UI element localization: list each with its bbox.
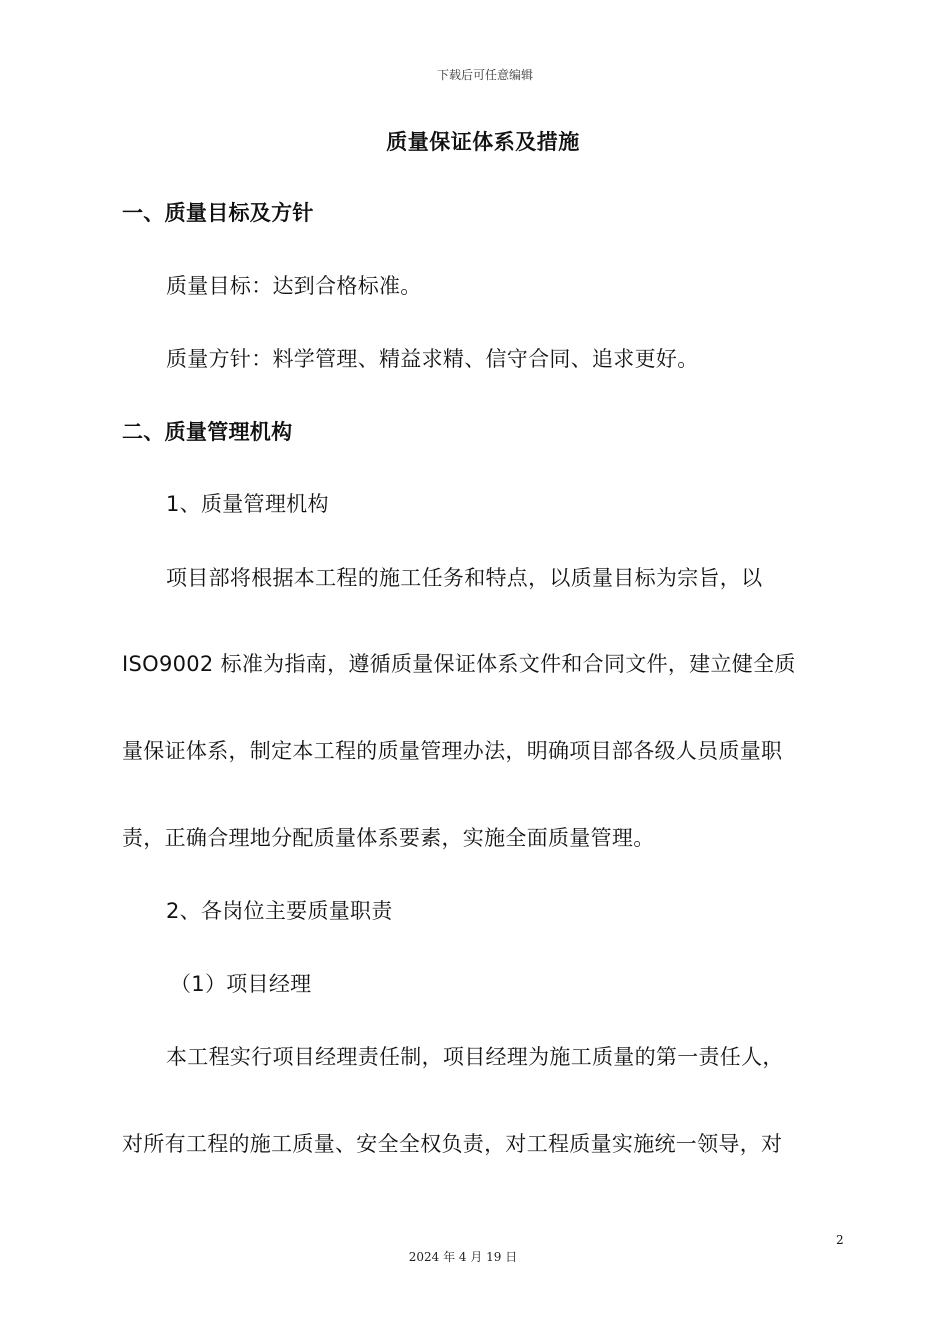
subsection-heading-organization: 1、质量管理机构 [166,492,329,516]
paragraph-line: 责，正确合理地分配质量体系要素，实施全面质量管理。 [122,826,655,850]
paragraph-line: 对所有工程的施工质量、安全全权负责，对工程质量实施统一领导，对 [122,1132,783,1156]
paragraph-line: ISO9002 标准为指南，遵循质量保证体系文件和合同文件，建立健全质 [122,652,796,676]
paragraph-line: 本工程实行项目经理责任制，项目经理为施工质量的第一责任人， [166,1045,784,1069]
subsection-heading-responsibilities: 2、各岗位主要质量职责 [166,899,393,923]
quality-goal-text: 质量目标：达到合格标准。 [166,274,422,298]
paragraph-line: 量保证体系，制定本工程的质量管理办法，明确项目部各级人员质量职 [122,739,783,763]
paragraph-line: 项目部将根据本工程的施工任务和特点，以质量目标为宗旨，以 [166,566,763,590]
document-title: 质量保证体系及措施 [386,130,580,154]
page-number: 2 [836,1233,844,1247]
section-heading-quality-goal: 一、质量目标及方针 [122,201,314,225]
section-heading-quality-organization: 二、质量管理机构 [122,420,293,444]
item-heading-project-manager: （1）项目经理 [170,972,312,996]
header-note: 下载后可任意编辑 [436,68,533,82]
footer-date: 2024 年 4 月 19 日 [408,1250,518,1264]
quality-policy-text: 质量方针：料学管理、精益求精、信守合同、追求更好。 [166,347,699,371]
